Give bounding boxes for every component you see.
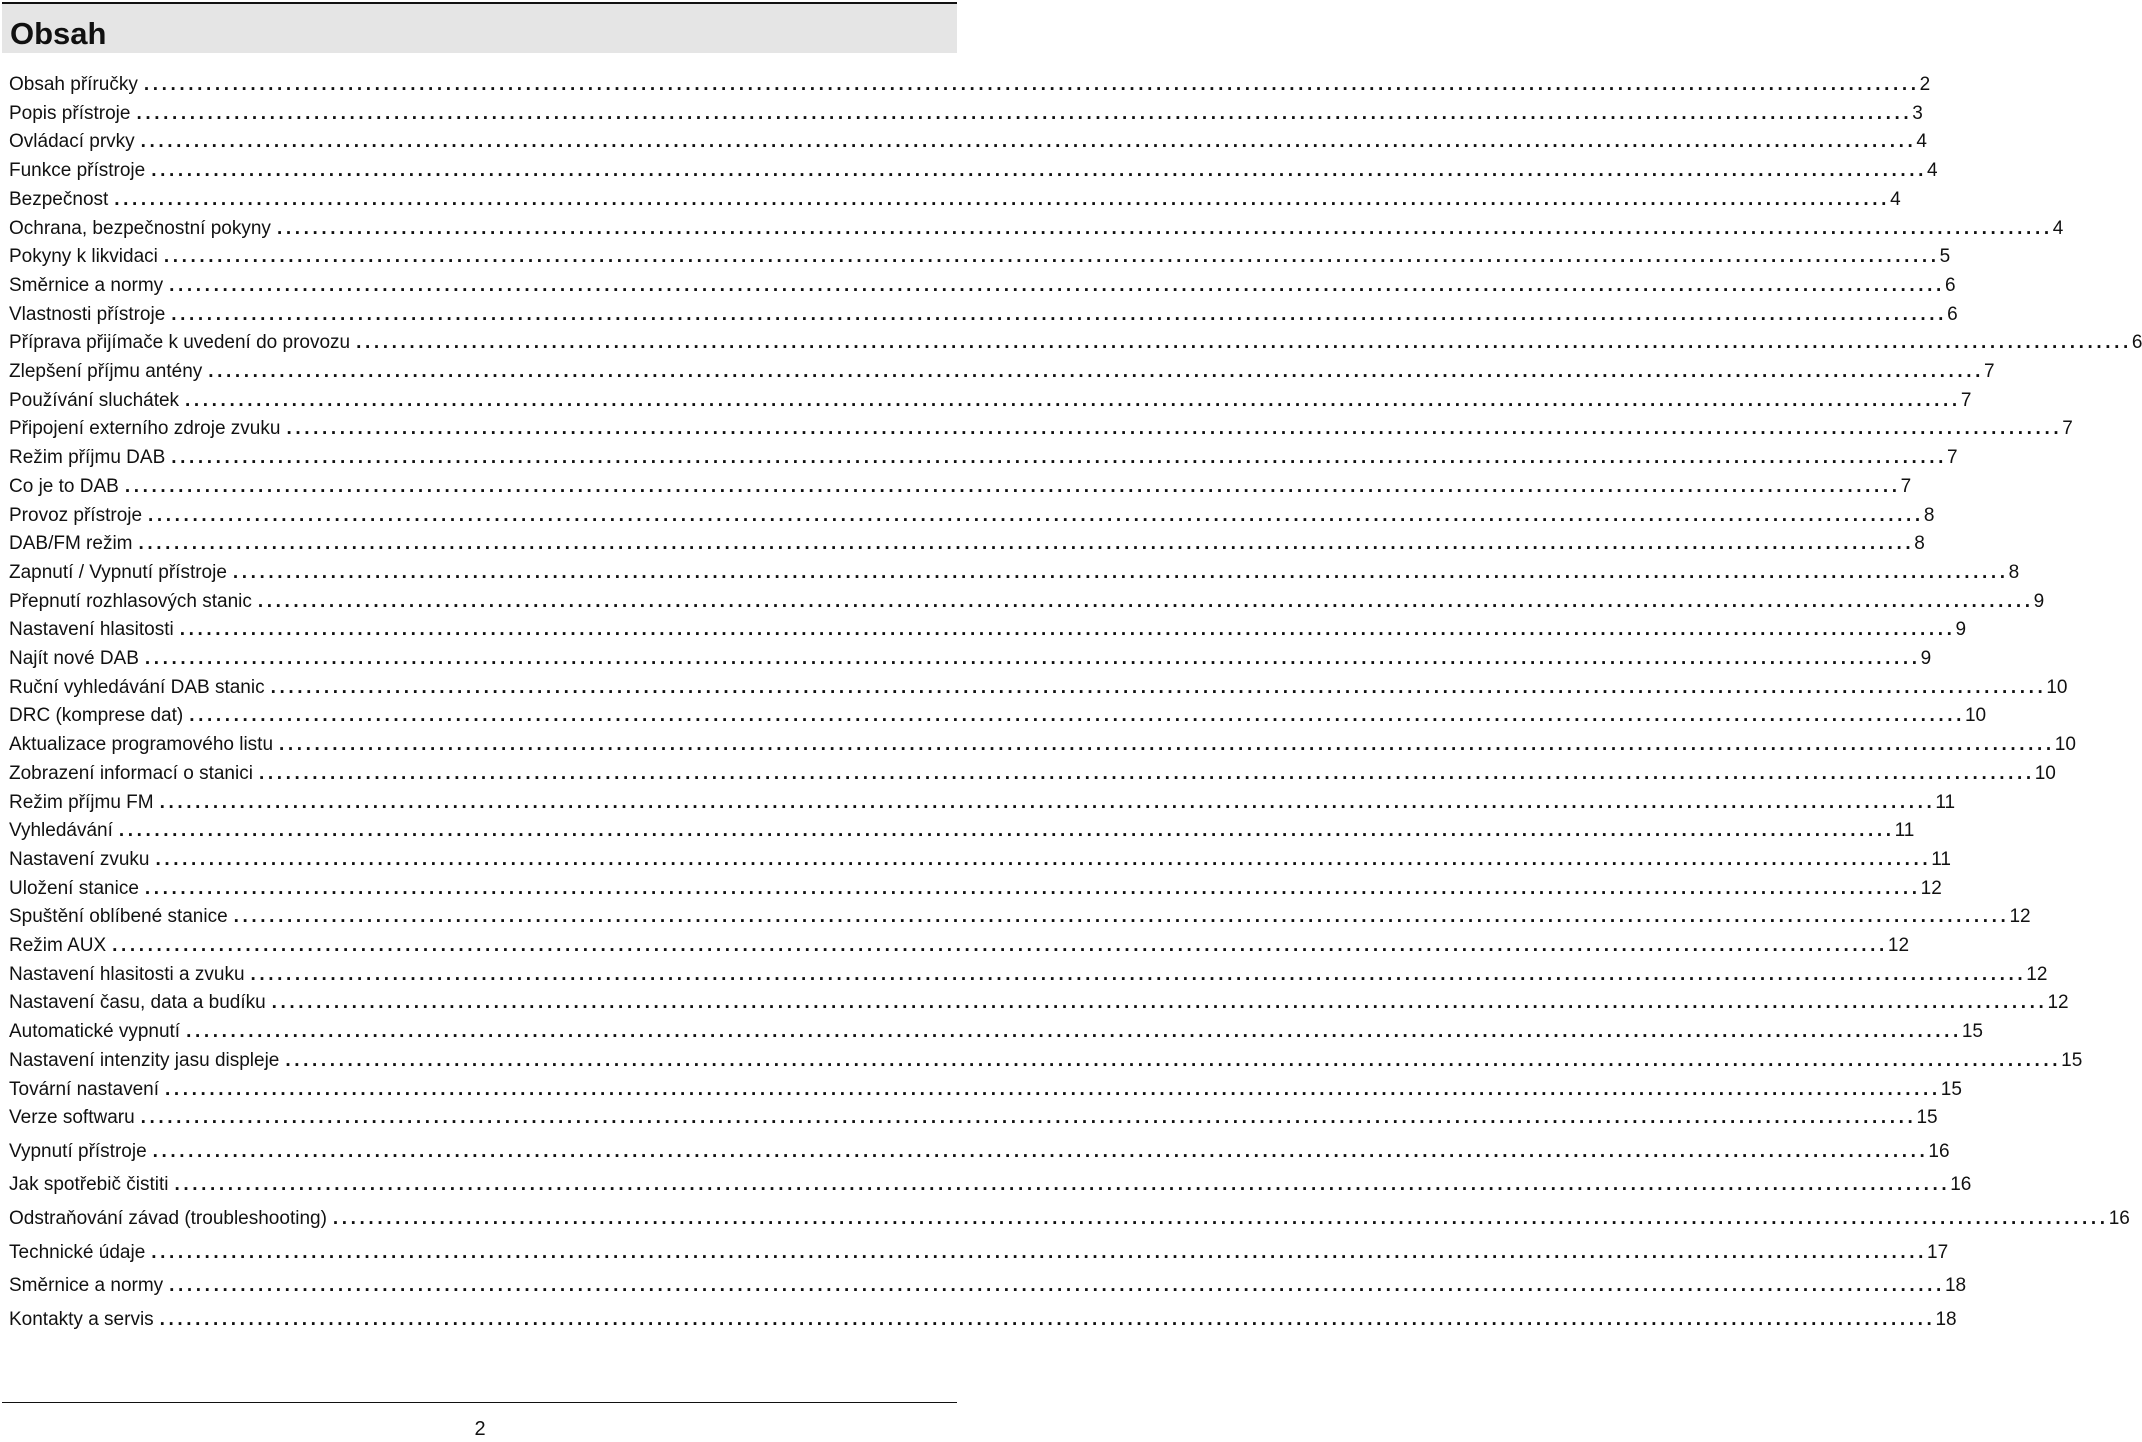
toc-entry-label: Zapnutí / Vypnutí přístroje [9,561,227,583]
toc-entry [9,817,1915,845]
toc-entry-page: 16 [2108,1208,2130,1229]
toc-entry [9,702,1987,730]
toc-entry-page: 6 [2131,332,2142,354]
toc-entry-label: Nastavení intenzity jasu displeje [9,1049,280,1071]
toc-entry [9,1047,2083,1075]
toc-dot-leader: ........................................................................................................................................................................................................ [279,734,2055,756]
toc-dot-leader: ........................................................................................................................................................................................................ [155,848,1932,870]
toc-entry [9,1104,1938,1132]
toc-entry-page: 16 [1928,1140,1950,1162]
toc-entry-page: 7 [1984,361,1995,382]
toc-entry-label: Ruční vyhledávání DAB stanic [9,676,265,698]
toc-entry-page: 3 [1912,102,1923,124]
toc-entry-label: Ochrana, bezpečnostní pokyny [9,217,271,239]
toc-entry-label: Příprava přijímače k uvedení do provozu [9,332,351,354]
toc-entry [9,1239,1949,1267]
toc-dot-leader: ........................................................................................................................................................................................................ [140,1107,1917,1129]
toc-entry [9,903,2031,931]
toc-entry-label: Popis přístroje [9,102,131,124]
toc-entry-page: 4 [2052,217,2064,239]
toc-entry-label: Bezpečnost [9,188,109,210]
toc-entry-page: 7 [1960,389,1972,411]
toc-entry-label: Funkce přístroje [9,160,146,182]
toc-dot-leader: ........................................................................................................................................................................................................ [151,160,1927,182]
toc-entry-page: 12 [2026,963,2048,985]
toc-entry-label: DAB/FM režim [9,533,133,555]
toc-entry-page: 7 [1947,447,1958,469]
toc-entry-label: Uložení stanice [9,877,139,899]
toc-entry-page: 7 [1900,475,1912,497]
toc-entry-label: Odstraňování závad (troubleshooting) [9,1208,327,1229]
toc-entry-page: 2 [1919,74,1931,95]
toc-entry-label: Nastavení času, data a budíku [9,992,266,1014]
toc-dot-leader: ........................................................................................................................................................................................................ [164,1078,1941,1100]
toc-dot-leader: ........................................................................................................................................................................................................ [276,217,2053,239]
toc-dot-leader: ........................................................................................................................................................................................................ [118,820,1895,842]
toc-dot-leader: ........................................................................................................................................................................................................ [151,1241,1928,1263]
toc-entry [9,272,1956,300]
toc-entry-page: 11 [1935,791,1956,813]
toc-dot-leader: ........................................................................................................................................................................................................ [332,1208,2109,1229]
toc-entry-label: Režim příjmu FM [9,791,154,813]
toc-dot-leader: ........................................................................................................................................................................................................ [271,992,2048,1014]
page-title: Obsah [10,16,107,51]
toc-entry-page: 18 [1944,1275,1967,1297]
toc-entry [9,1205,2130,1233]
toc-entry-label: Co je to DAB [9,475,119,497]
toc-dot-leader: ........................................................................................................................................................................................................ [114,188,1891,210]
toc-dot-leader: ........................................................................................................................................................................................................ [171,447,1948,469]
toc-entry [9,989,2069,1017]
toc-entry [9,100,1923,128]
toc-entry-label: Vypnutí přístroje [9,1140,147,1162]
toc-entry [9,789,1956,817]
toc-entry [9,186,1901,214]
toc-entry-label: Přepnutí rozhlasových stanic [9,590,252,612]
toc-entry-label: Směrnice a normy [9,1275,164,1297]
toc-entry-page: 12 [1887,935,1910,956]
toc-entry-label: Nastavení zvuku [9,848,150,870]
toc-entry [9,674,2068,702]
toc-entry-page: 10 [2054,734,2076,756]
toc-dot-leader: ........................................................................................................................................................................................................ [169,274,1945,296]
toc-entry-page: 18 [1935,1308,1957,1330]
toc-entry-page: 9 [1920,648,1932,669]
toc-entry-page: 8 [1923,504,1935,526]
toc-dot-leader: ........................................................................................................................................................................................................ [148,504,1924,526]
toc-entry [9,875,1942,903]
toc-entry-page: 8 [2008,561,2020,583]
toc-entry [9,961,2048,989]
toc-entry-page: 12 [1920,877,1942,899]
toc-dot-leader: ........................................................................................................................................................................................................ [136,102,1913,124]
toc-dot-leader: ........................................................................................................................................................................................................ [356,332,2132,354]
toc-dot-leader: ........................................................................................................................................................................................................ [138,533,1915,555]
toc-entry [9,387,1972,415]
toc-dot-leader: ........................................................................................................................................................................................................ [233,906,2010,928]
toc-entry-label: Režim příjmu DAB [9,447,166,469]
toc-dot-leader: ........................................................................................................................................................................................................ [179,619,1956,641]
toc-dot-leader: ........................................................................................................................................................................................................ [112,935,1888,956]
toc-entry-page: 6 [1944,274,1956,296]
toc-entry-page: 4 [1890,188,1901,210]
toc-entry [9,1138,1950,1166]
toc-entry [9,760,2056,788]
toc-entry [9,616,1967,644]
toc-dot-leader: ........................................................................................................................................................................................................ [186,1021,1962,1043]
toc-entry-label: Verze softwaru [9,1107,135,1129]
toc-entry-page: 15 [1916,1107,1938,1129]
toc-entry-label: Spuštění oblíbené stanice [9,906,228,928]
toc-entry-page: 10 [1964,705,1987,727]
toc-entry-page: 15 [2061,1049,2083,1071]
toc-dot-leader: ........................................................................................................................................................................................................ [208,361,1985,382]
toc-entry-label: Tovární nastavení [9,1078,159,1100]
toc-entry-page: 9 [1955,619,1967,641]
toc-entry [9,645,1932,673]
toc-entry [9,128,1927,156]
toc-entry-page: 6 [1947,303,1958,325]
toc-entry-page: 4 [1927,160,1938,182]
toc-dot-leader: ........................................................................................................................................................................................................ [169,1275,1945,1297]
toc-entry [9,1272,1967,1300]
toc-entry-label: Automatické vypnutí [9,1021,181,1043]
toc-entry-label: Vlastnosti přístroje [9,303,166,325]
title-bar [2,2,957,53]
toc-entry-label: Technické údaje [9,1241,146,1263]
toc-entry [9,473,1912,501]
toc-entry-label: Provoz přístroje [9,504,143,526]
toc-entry [9,1171,1972,1199]
toc-dot-leader: ........................................................................................................................................................................................................ [250,963,2027,985]
toc-entry-page: 11 [1894,820,1915,842]
toc-entry-label: Připojení externího zdroje zvuku [9,418,281,440]
toc-entry-label: DRC (komprese dat) [9,705,184,727]
toc-dot-leader: ........................................................................................................................................................................................................ [152,1140,1929,1162]
toc-entry-page: 7 [2062,418,2073,440]
toc-entry [9,215,2064,243]
toc-entry [9,1306,1957,1334]
toc-entry-label: Najít nové DAB [9,648,139,669]
toc-entry-label: Jak spotřebič čistiti [9,1174,169,1196]
toc-entry [9,530,1925,558]
toc-entry-label: Směrnice a normy [9,274,164,296]
toc-entry-label: Zlepšení příjmu antény [9,361,203,382]
toc-entry [9,1076,1962,1104]
toc-entry-label: Obsah příručky [9,74,138,95]
toc-entry [9,71,1931,99]
page-number: 2 [474,1418,486,1440]
toc-entry-label: Používání sluchátek [9,389,180,411]
toc-dot-leader: ........................................................................................................................................................................................................ [285,1049,2062,1071]
toc-dot-leader: ........................................................................................................................................................................................................ [171,303,1948,325]
toc-entry [9,157,1938,185]
toc-entry-page: 4 [1916,131,1927,153]
toc-entry [9,502,1935,530]
toc-dot-leader: ........................................................................................................................................................................................................ [189,705,1965,727]
toc-entry-page: 10 [2046,676,2068,698]
toc-entry [9,243,1951,271]
toc-dot-leader: ........................................................................................................................................................................................................ [143,74,1920,95]
toc-entry [9,329,2142,357]
toc-entry-label: Nastavení hlasitosti a zvuku [9,963,245,985]
toc-entry-page: 12 [2047,992,2069,1014]
toc-entry-label: Zobrazení informací o stanici [9,762,253,784]
toc-entry-page: 15 [1940,1078,1962,1100]
toc-entry-page: 11 [1931,848,1951,870]
toc-entry [9,588,2045,616]
toc-entry-page: 17 [1927,1241,1949,1263]
toc-dot-leader: ........................................................................................................................................................................................................ [140,131,1917,153]
toc-dot-leader: ........................................................................................................................................................................................................ [144,877,1921,899]
toc-entry-label: Aktualizace programového listu [9,734,274,756]
toc-entry-page: 5 [1939,246,1951,268]
toc-dot-leader: ........................................................................................................................................................................................................ [258,762,2035,784]
toc-entry-page: 10 [2034,762,2056,784]
toc-entry-label: Vyhledávání [9,820,113,842]
toc-dot-leader: ........................................................................................................................................................................................................ [159,791,1936,813]
toc-entry-label: Ovládací prvky [9,131,135,153]
toc-entry-page: 16 [1950,1174,1972,1196]
toc-entry [9,1018,1983,1046]
toc-entry-label: Nastavení hlasitosti [9,619,174,641]
toc-entry [9,415,2073,443]
toc-entry-page: 9 [2033,590,2045,612]
toc-entry [9,559,2020,587]
toc-dot-leader: ........................................................................................................................................................................................................ [185,389,1961,411]
toc-dot-leader: ........................................................................................................................................................................................................ [257,590,2034,612]
toc-entry [9,731,2076,759]
toc-entry-page: 12 [2009,906,2031,928]
toc-dot-leader: ........................................................................................................................................................................................................ [159,1308,1936,1330]
toc-dot-leader: ........................................................................................................................................................................................................ [270,676,2047,698]
toc-entry-label: Pokyny k likvidaci [9,246,158,268]
toc-entry-page: 15 [1961,1021,1983,1043]
footer-divider [2,1402,957,1403]
toc-entry-page: 8 [1914,533,1925,555]
toc-dot-leader: ........................................................................................................................................................................................................ [232,561,2009,583]
toc-entry [9,358,1995,386]
toc-dot-leader: ........................................................................................................................................................................................................ [124,475,1901,497]
toc-dot-leader: ........................................................................................................................................................................................................ [174,1174,1951,1196]
toc-entry [9,444,1958,472]
toc-entry [9,301,1958,329]
toc-dot-leader: ........................................................................................................................................................................................................ [163,246,1940,268]
toc-entry [9,932,1910,960]
toc-entry-label: Režim AUX [9,935,107,956]
toc-entry-label: Kontakty a servis [9,1308,154,1330]
toc-dot-leader: ........................................................................................................................................................................................................ [144,648,1921,669]
toc-dot-leader: ........................................................................................................................................................................................................ [286,418,2063,440]
toc-entry [9,846,1951,874]
